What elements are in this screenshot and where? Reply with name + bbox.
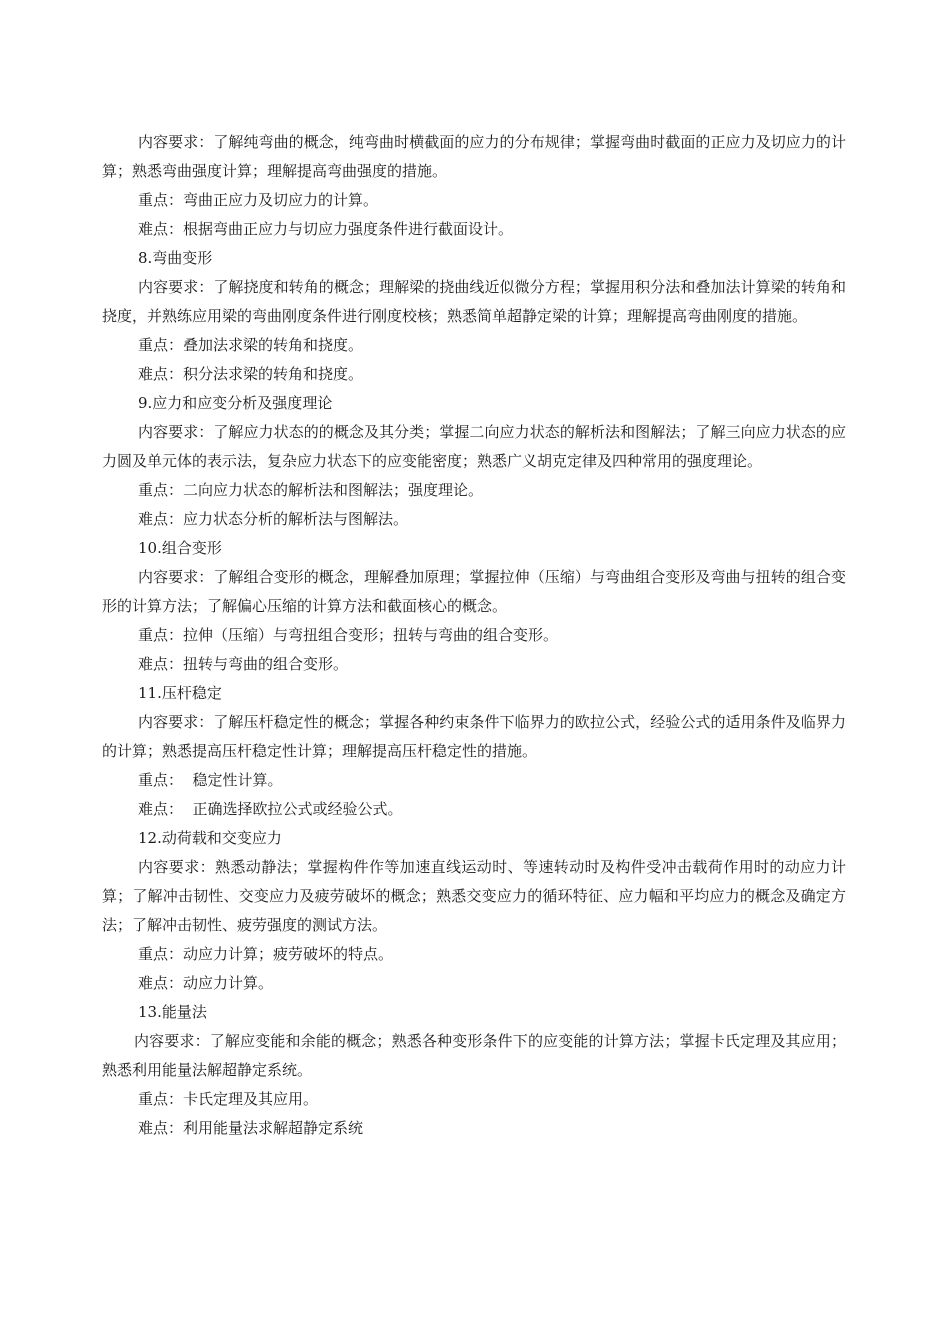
paragraph-content-requirements: 内容要求：了解纯弯曲的概念，纯弯曲时横截面的应力的分布规律；掌握弯曲时截面的正应力及切应力的计算；熟悉弯曲强度计算；理解提高弯曲强度的措施。 (102, 133, 846, 180)
paragraph-difficulties: 难点：扭转与弯曲的组合变形。 (138, 655, 349, 673)
paragraph-key-points: 重点：拉伸（压缩）与弯扭组合变形；扭转与弯曲的组合变形。 (138, 626, 559, 644)
paragraph-key-points: 重点： 稳定性计算。 (138, 771, 283, 789)
paragraph-key-points: 重点：弯曲正应力及切应力的计算。 (138, 191, 379, 209)
section-heading-11: 11.压杆稳定 (138, 684, 222, 702)
paragraph-key-points: 重点：二向应力状态的解析法和图解法；强度理论。 (138, 481, 484, 499)
paragraph-difficulties: 难点：积分法求梁的转角和挠度。 (138, 365, 364, 383)
section-heading-9: 9.应力和应变分析及强度理论 (138, 394, 333, 412)
paragraph-difficulties: 难点：应力状态分析的解析法与图解法。 (138, 510, 409, 528)
section-heading-8: 8.弯曲变形 (138, 249, 213, 267)
section-heading-13: 13.能量法 (138, 1003, 207, 1021)
paragraph-key-points: 重点：叠加法求梁的转角和挠度。 (138, 336, 364, 354)
paragraph-content-requirements: 内容要求：了解压杆稳定性的概念；掌握各种约束条件下临界力的欧拉公式，经验公式的适用条件及临界力的计算；熟悉提高压杆稳定性计算；理解提高压杆稳定性的措施。 (102, 713, 846, 760)
paragraph-difficulties: 难点：动应力计算。 (138, 974, 274, 992)
paragraph-key-points: 重点：卡氏定理及其应用。 (138, 1090, 319, 1108)
paragraph-content-requirements: 内容要求：了解应力状态的的概念及其分类；掌握二向应力状态的解析法和图解法；了解三向应力状态的应力圆及单元体的表示法，复杂应力状态下的应变能密度；熟悉广义胡克定律及四种常用的强度理论。 (102, 423, 846, 470)
paragraph-key-points: 重点：动应力计算；疲劳破坏的特点。 (138, 945, 394, 963)
paragraph-difficulties: 难点： 正确选择欧拉公式或经验公式。 (138, 800, 403, 818)
section-heading-10: 10.组合变形 (138, 539, 222, 557)
paragraph-content-requirements: 内容要求：了解挠度和转角的概念；理解梁的挠曲线近似微分方程；掌握用积分法和叠加法计算梁的转角和挠度，并熟练应用梁的弯曲刚度条件进行刚度校核；熟悉简单超静定梁的计算；理解提高弯曲刚度的措施。 (102, 278, 846, 325)
paragraph-content-requirements: 内容要求：熟悉动静法；掌握构件作等加速直线运动时、等速转动时及构件受冲击载荷作用时的动应力计算；了解冲击韧性、交变应力及疲劳破坏的概念；熟悉交变应力的循环特征、应力幅和平均应力的概念及确定方法；了解冲击韧性、疲劳强度的测试方法。 (102, 858, 846, 934)
paragraph-difficulties: 难点：根据弯曲正应力与切应力强度条件进行截面设计。 (138, 220, 514, 238)
section-heading-12: 12.动荷载和交变应力 (138, 829, 282, 847)
paragraph-content-requirements: 内容要求：了解应变能和余能的概念；熟悉各种变形条件下的应变能的计算方法；掌握卡氏定理及其应用；熟悉利用能量法解超静定系统。 (102, 1032, 846, 1079)
paragraph-content-requirements: 内容要求：了解组合变形的概念，理解叠加原理；掌握拉伸（压缩）与弯曲组合变形及弯曲与扭转的组合变形的计算方法；了解偏心压缩的计算方法和截面核心的概念。 (102, 568, 846, 615)
paragraph-difficulties: 难点：利用能量法求解超静定系统 (138, 1119, 364, 1137)
